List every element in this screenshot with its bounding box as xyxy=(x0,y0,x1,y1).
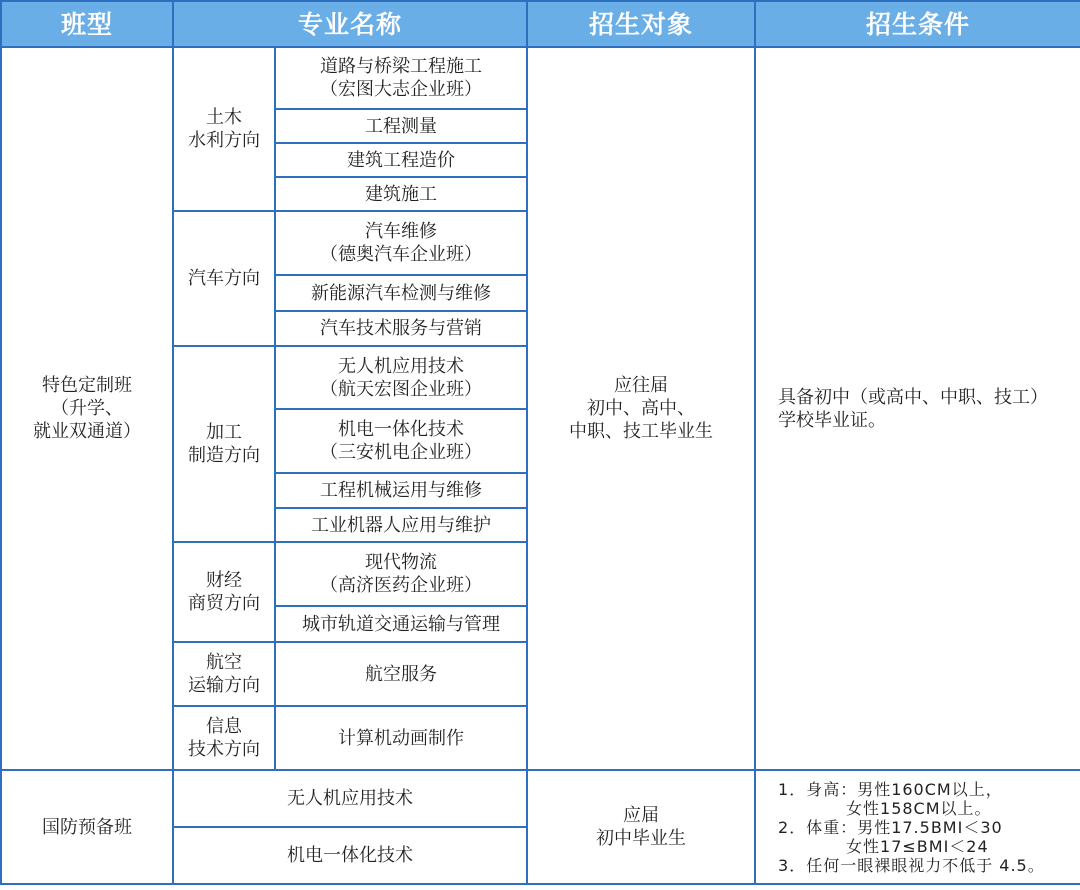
major-cell: 汽车维修 （德奥汽车企业班） xyxy=(275,211,527,275)
major-cell: 现代物流 （高济医药企业班） xyxy=(275,542,527,606)
major-cell: 新能源汽车检测与维修 xyxy=(275,275,527,311)
conditions-defense: 1．身高：男性160CM以上， 女性158CM以上。 2．体重：男性17.5BMI＜30 女性17≤BMI＜24 3．任何一眼裸眼视力不低于 4.5。 xyxy=(755,770,1080,884)
direction-manufacturing: 加工 制造方向 xyxy=(173,346,275,542)
class-type-custom: 特色定制班 （升学、 就业双通道） xyxy=(1,47,173,770)
major-cell: 无人机应用技术 xyxy=(173,770,527,827)
header-class-type: 班型 xyxy=(1,1,173,47)
header-row xyxy=(1,1,1080,47)
major-cell: 机电一体化技术 （三安机电企业班） xyxy=(275,409,527,473)
direction-civil: 土木 水利方向 xyxy=(173,47,275,211)
major-cell: 机电一体化技术 xyxy=(173,827,527,884)
direction-it: 信息 技术方向 xyxy=(173,706,275,770)
major-cell: 道路与桥梁工程施工 （宏图大志企业班） xyxy=(275,47,527,109)
major-cell: 计算机动画制作 xyxy=(275,706,527,770)
conditions-custom: 具备初中（或高中、中职、技工） 学校毕业证。 xyxy=(755,47,1080,770)
direction-finance: 财经 商贸方向 xyxy=(173,542,275,642)
target-defense: 应届 初中毕业生 xyxy=(527,770,755,884)
target-custom: 应往届 初中、高中、 中职、技工毕业生 xyxy=(527,47,755,770)
major-cell: 建筑工程造价 xyxy=(275,143,527,177)
major-cell: 建筑施工 xyxy=(275,177,527,211)
direction-aviation: 航空 运输方向 xyxy=(173,642,275,706)
major-cell: 汽车技术服务与营销 xyxy=(275,311,527,346)
major-cell: 工程测量 xyxy=(275,109,527,143)
class-type-defense: 国防预备班 xyxy=(1,770,173,884)
direction-auto: 汽车方向 xyxy=(173,211,275,346)
header-target: 招生对象 xyxy=(527,1,755,47)
major-cell: 航空服务 xyxy=(275,642,527,706)
major-cell: 无人机应用技术 （航天宏图企业班） xyxy=(275,346,527,409)
header-major-name: 专业名称 xyxy=(173,1,527,47)
major-cell: 工程机械运用与维修 xyxy=(275,473,527,508)
header-conditions: 招生条件 xyxy=(755,1,1080,47)
major-cell: 工业机器人应用与维护 xyxy=(275,508,527,542)
major-cell: 城市轨道交通运输与管理 xyxy=(275,606,527,642)
